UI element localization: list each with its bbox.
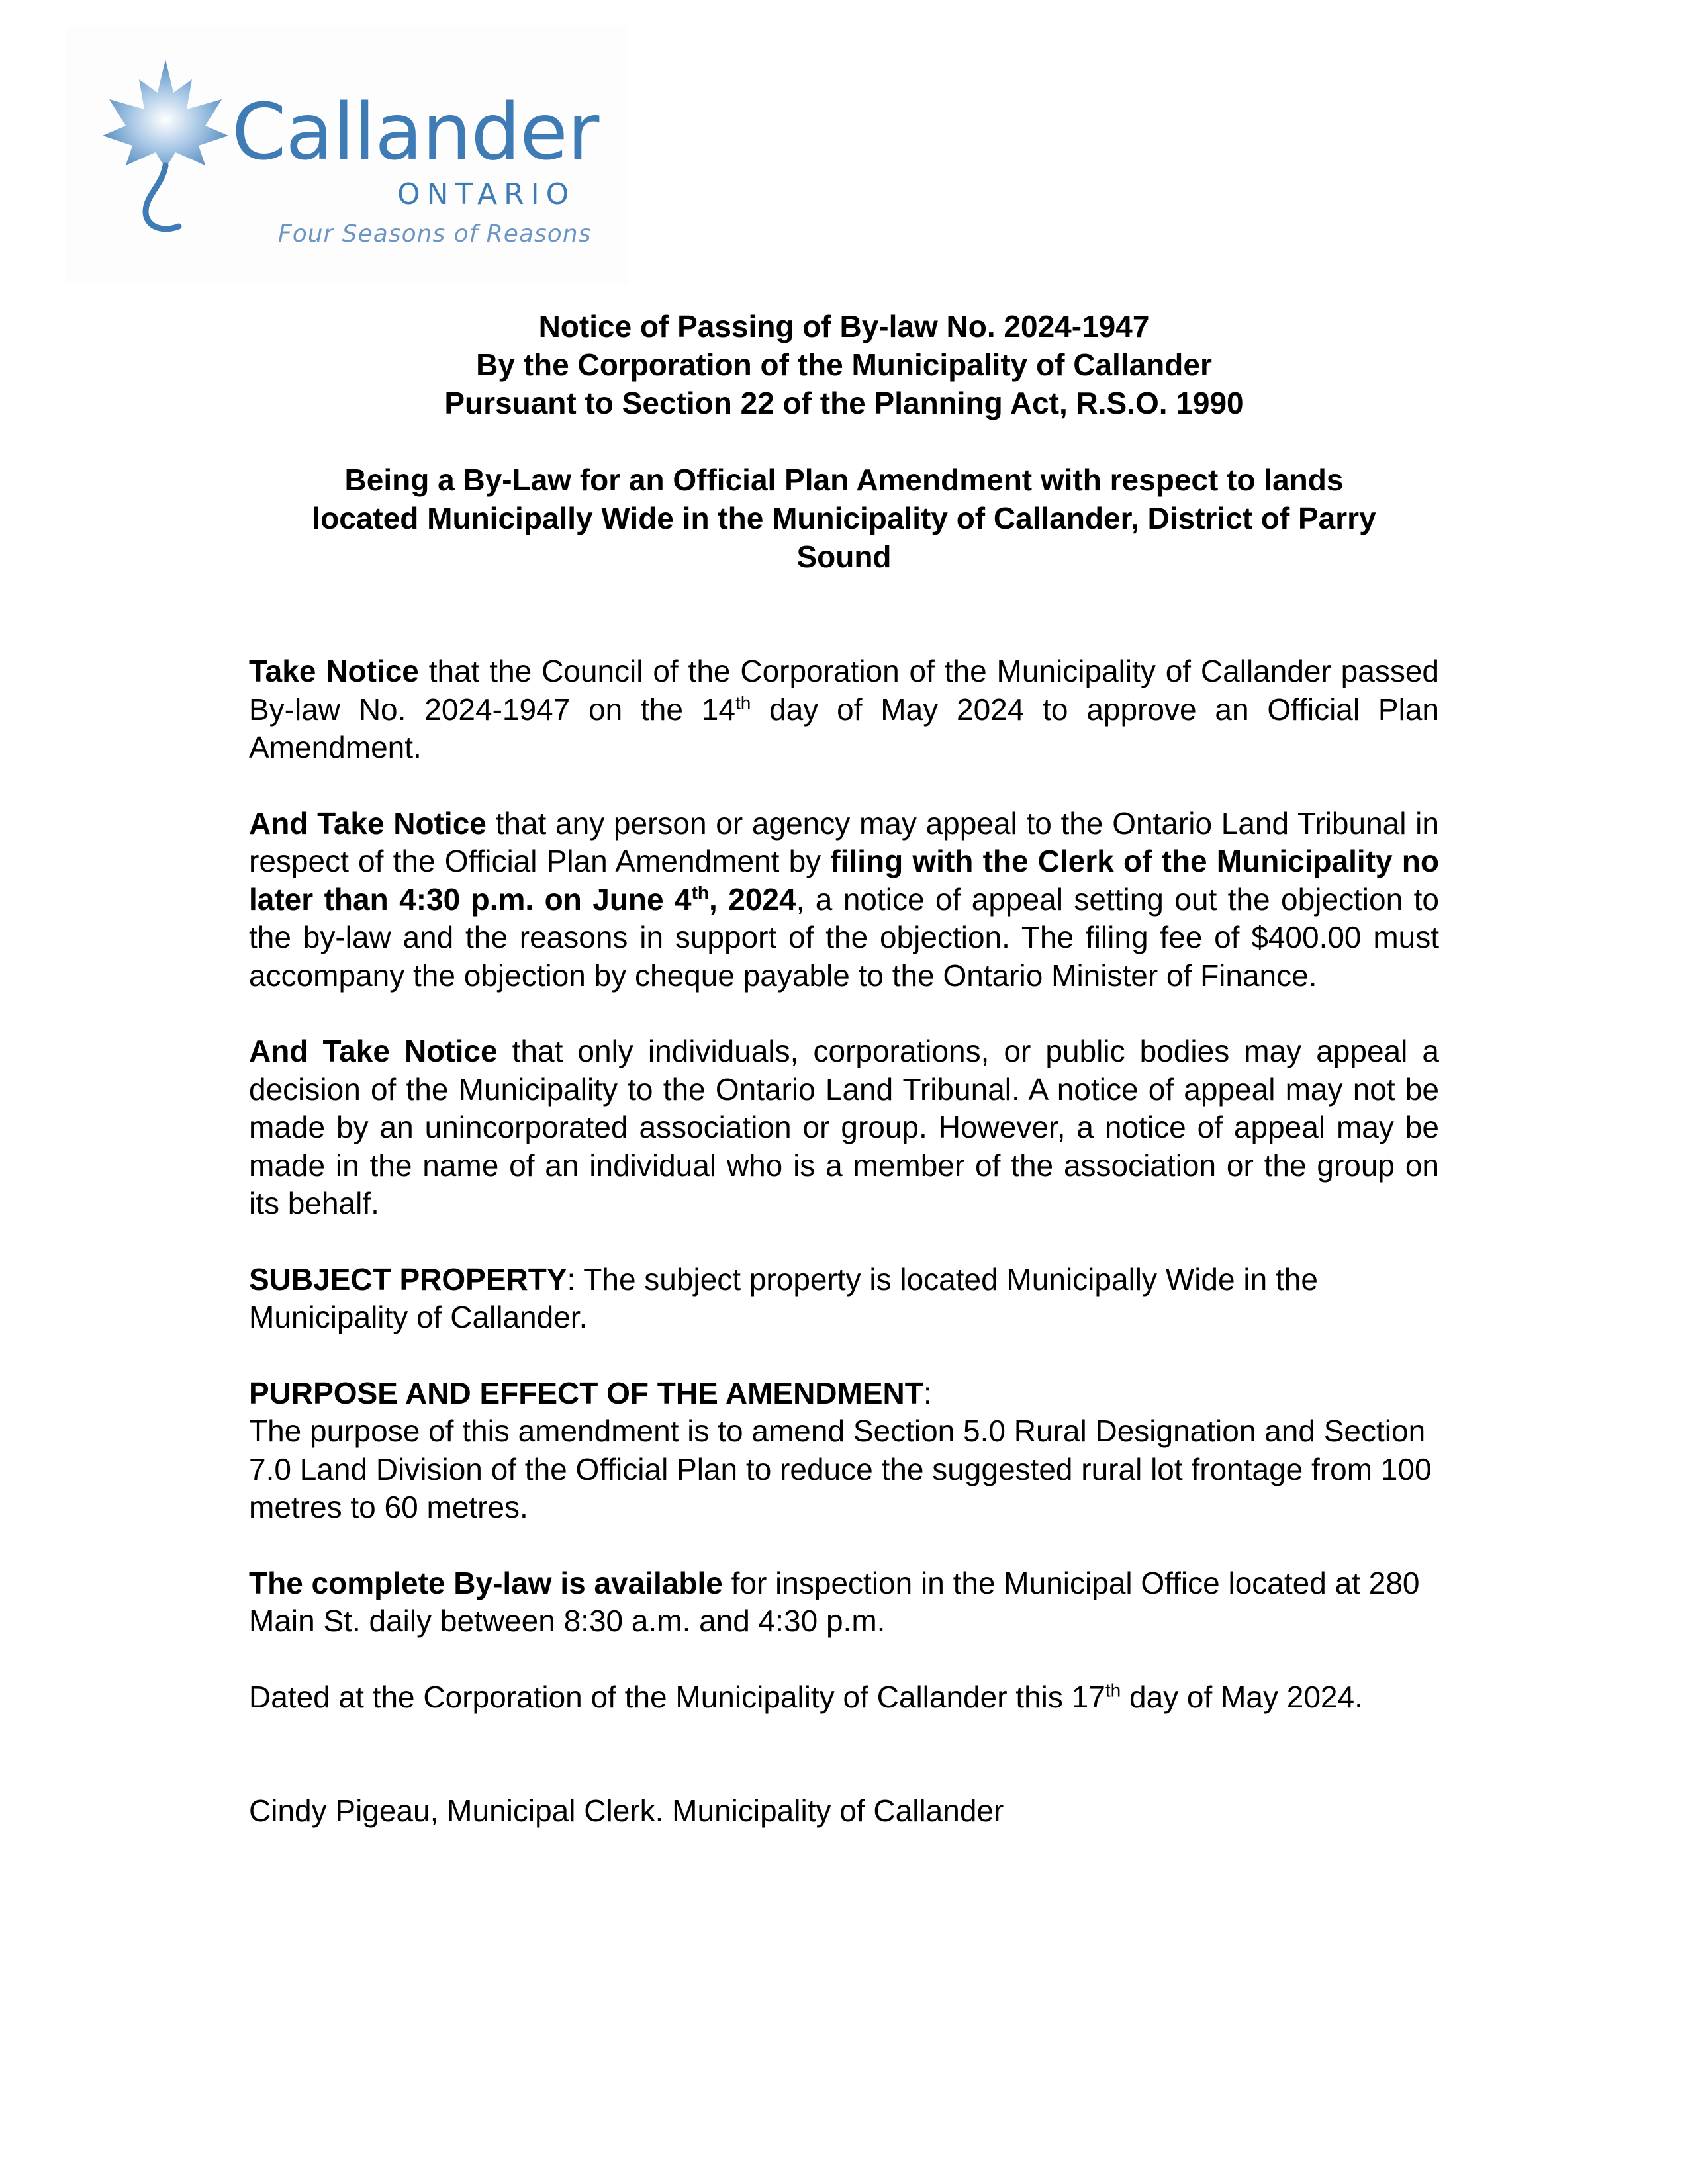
heading-line: Pursuant to Section 22 of the Planning Act, R.S.O. 1990	[444, 386, 1244, 420]
subheading-line: Sound	[796, 539, 892, 574]
paragraph-lead: Take Notice	[249, 654, 419, 688]
notice-heading	[199, 307, 1489, 422]
deadline-text: filing with the Clerk of the Municipality no later than 4:30 p.m. on June 4	[249, 844, 1439, 917]
paragraph-colon: :	[923, 1375, 932, 1410]
signature-line: Cindy Pigeau, Municipal Clerk. Municipality of Callander	[249, 1794, 1004, 1828]
ordinal-suffix: th	[691, 882, 710, 903]
eligibility-notice-paragraph	[249, 1032, 1439, 1223]
callander-logo	[66, 26, 629, 285]
logo-name: Callander	[232, 86, 599, 177]
ordinal-suffix: th	[735, 692, 751, 713]
paragraph-text: day of May 2024 to approve an Official Plan Amendment.	[249, 692, 1439, 764]
subheading-line: Being a By-Law for an Official Plan Amendment with respect to lands	[344, 463, 1344, 497]
subheading-line: located Municipally Wide in the Municipality of Callander, District of Parry	[312, 501, 1376, 535]
paragraph-text: that only individuals, corporations, or public bodies may appeal a decision of the Municipality to the Ontario Land Tribunal. A notice of appeal may not be made by an unincorporated association or group. However, a notice of appeal may be made in the name of an individual who is a member of the association or the group on its behalf.	[249, 1034, 1440, 1220]
paragraph-lead: PURPOSE AND EFFECT OF THE AMENDMENT	[249, 1375, 923, 1410]
paragraph-text: : The subject property is located Municipally Wide in the Municipality of Callander.	[249, 1261, 1318, 1334]
paragraph-lead: SUBJECT PROPERTY	[249, 1261, 567, 1297]
paragraph-lead: And Take Notice	[249, 805, 487, 841]
paragraph-text: for inspection in the Municipal Office located at 280 Main St. daily between 8:30 a.m. and 4:30 p.m.	[249, 1565, 1420, 1638]
purpose-effect-paragraph	[249, 1375, 1439, 1527]
heading-line: By the Corporation of the Municipality of Callander	[476, 347, 1212, 382]
paragraph-text: that any person or agency may appeal to the Ontario Land Tribunal in respect of the Official Plan Amendment by	[249, 805, 1439, 878]
dated-paragraph	[249, 1678, 1439, 1717]
heading-line: Notice of Passing of By-law No. 2024-1947	[538, 309, 1150, 343]
paragraph-lead: And Take Notice	[249, 1034, 498, 1068]
paragraph-lead: The complete By-law is available	[249, 1565, 723, 1600]
paragraph-text: , a notice of appeal setting out the objection to the by-law and the reasons in support of the objection. The filing fee of $400.00 must accompany the objection by cheque payable to the Ontario Minister of Finance.	[249, 882, 1439, 993]
notice-body	[249, 653, 1439, 1868]
paragraph-text: that the Council of the Corporation of the Municipality of Callander passed By-law No. 2024-1947 on the 14	[249, 654, 1439, 727]
subject-property-paragraph	[249, 1261, 1439, 1337]
ordinal-suffix: th	[1105, 1680, 1121, 1701]
paragraph-text: Dated at the Corporation of the Municipality of Callander this 17	[249, 1679, 1105, 1714]
paragraph-text: The purpose of this amendment is to amend Section 5.0 Rural Designation and Section 7.0 Land Division of the Official Plan to reduce the suggested rural lot frontage from 100 metres to 60 metres.	[249, 1414, 1432, 1524]
take-notice-paragraph	[249, 653, 1439, 767]
deadline-year: , 2024	[709, 882, 796, 917]
appeal-notice-paragraph	[249, 805, 1439, 995]
bylaw-availability-paragraph	[249, 1565, 1439, 1641]
logo-tagline: Four Seasons of Reasons	[278, 220, 592, 248]
maple-leaf-icon	[99, 53, 232, 238]
logo-province: ONTARIO	[397, 177, 576, 211]
notice-subheading	[199, 461, 1489, 576]
paragraph-text: day of May 2024.	[1121, 1679, 1363, 1714]
